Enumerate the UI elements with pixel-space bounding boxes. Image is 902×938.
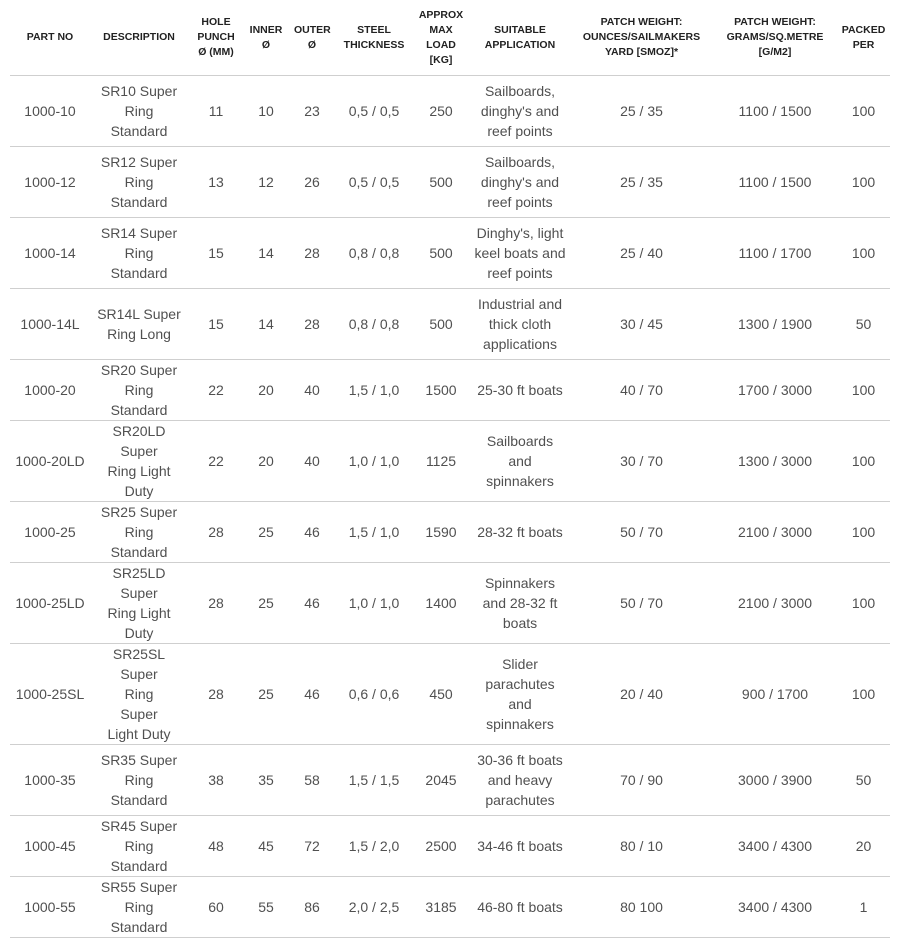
cell-application: Industrial and thick cloth applications <box>470 289 570 360</box>
header-steel-thickness: STEEL THICKNESS <box>336 0 412 76</box>
cell-inner: 14 <box>244 218 288 289</box>
cell-hole-punch: 13 <box>188 147 244 218</box>
cell-patch-weight-g: 1100 / 1500 <box>713 147 837 218</box>
cell-inner: 14 <box>244 289 288 360</box>
cell-part-no: 1000-20 <box>10 360 90 421</box>
cell-steel-thickness: 0,6 / 0,6 <box>336 644 412 745</box>
cell-inner: 25 <box>244 644 288 745</box>
cell-description: SR25 Super Ring Standard <box>90 502 188 563</box>
cell-inner: 20 <box>244 360 288 421</box>
cell-packed-per: 50 <box>837 745 890 816</box>
cell-outer: 46 <box>288 502 336 563</box>
cell-max-load: 500 <box>412 147 470 218</box>
cell-inner: 20 <box>244 421 288 502</box>
cell-max-load: 450 <box>412 644 470 745</box>
cell-patch-weight-g: 1100 / 1700 <box>713 218 837 289</box>
cell-part-no: 1000-35 <box>10 745 90 816</box>
header-outer: OUTER Ø <box>288 0 336 76</box>
cell-outer: 72 <box>288 816 336 877</box>
cell-patch-weight-oz: 25 / 40 <box>570 218 713 289</box>
cell-part-no: 1000-25LD <box>10 563 90 644</box>
cell-outer: 23 <box>288 76 336 147</box>
table-row <box>10 218 890 289</box>
cell-patch-weight-oz: 30 / 45 <box>570 289 713 360</box>
cell-patch-weight-oz: 70 / 90 <box>570 745 713 816</box>
header-application: SUITABLE APPLICATION <box>470 0 570 76</box>
super-ring-spec-table <box>10 0 890 938</box>
cell-packed-per: 100 <box>837 360 890 421</box>
table-row <box>10 745 890 816</box>
cell-patch-weight-oz: 25 / 35 <box>570 147 713 218</box>
cell-outer: 46 <box>288 563 336 644</box>
cell-patch-weight-g: 3400 / 4300 <box>713 816 837 877</box>
cell-patch-weight-g: 2100 / 3000 <box>713 563 837 644</box>
cell-steel-thickness: 1,0 / 1,0 <box>336 563 412 644</box>
cell-patch-weight-g: 2100 / 3000 <box>713 502 837 563</box>
cell-application: 30-36 ft boats and heavy parachutes <box>470 745 570 816</box>
cell-outer: 46 <box>288 644 336 745</box>
table-row <box>10 502 890 563</box>
cell-patch-weight-oz: 40 / 70 <box>570 360 713 421</box>
cell-inner: 25 <box>244 563 288 644</box>
cell-application: Slider parachutes and spinnakers <box>470 644 570 745</box>
cell-description: SR25SL Super Ring Super Light Duty <box>90 644 188 745</box>
cell-part-no: 1000-25 <box>10 502 90 563</box>
header-inner: INNER Ø <box>244 0 288 76</box>
cell-patch-weight-g: 1300 / 3000 <box>713 421 837 502</box>
cell-part-no: 1000-55 <box>10 877 90 938</box>
cell-max-load: 1500 <box>412 360 470 421</box>
cell-hole-punch: 38 <box>188 745 244 816</box>
cell-application: Dinghy's, light keel boats and reef points <box>470 218 570 289</box>
cell-inner: 55 <box>244 877 288 938</box>
table-row <box>10 816 890 877</box>
cell-patch-weight-oz: 30 / 70 <box>570 421 713 502</box>
cell-patch-weight-g: 1100 / 1500 <box>713 76 837 147</box>
cell-application: 28-32 ft boats <box>470 502 570 563</box>
cell-patch-weight-oz: 80 100 <box>570 877 713 938</box>
cell-max-load: 500 <box>412 218 470 289</box>
cell-hole-punch: 22 <box>188 360 244 421</box>
cell-max-load: 500 <box>412 289 470 360</box>
cell-outer: 86 <box>288 877 336 938</box>
header-hole-punch: HOLE PUNCH Ø (MM) <box>188 0 244 76</box>
cell-part-no: 1000-20LD <box>10 421 90 502</box>
cell-steel-thickness: 1,5 / 1,0 <box>336 502 412 563</box>
table-row <box>10 147 890 218</box>
cell-max-load: 1125 <box>412 421 470 502</box>
table-row <box>10 360 890 421</box>
cell-max-load: 1590 <box>412 502 470 563</box>
cell-description: SR25LD Super Ring Light Duty <box>90 563 188 644</box>
cell-patch-weight-oz: 20 / 40 <box>570 644 713 745</box>
cell-hole-punch: 15 <box>188 218 244 289</box>
cell-steel-thickness: 2,0 / 2,5 <box>336 877 412 938</box>
cell-hole-punch: 60 <box>188 877 244 938</box>
header-packed-per: PACKED PER <box>837 0 890 76</box>
cell-description: SR35 Super Ring Standard <box>90 745 188 816</box>
cell-part-no: 1000-14L <box>10 289 90 360</box>
cell-packed-per: 100 <box>837 421 890 502</box>
cell-patch-weight-oz: 25 / 35 <box>570 76 713 147</box>
cell-packed-per: 1 <box>837 877 890 938</box>
cell-part-no: 1000-45 <box>10 816 90 877</box>
cell-description: SR55 Super Ring Standard <box>90 877 188 938</box>
cell-description: SR14L Super Ring Long <box>90 289 188 360</box>
cell-application: 34-46 ft boats <box>470 816 570 877</box>
cell-inner: 35 <box>244 745 288 816</box>
header-row <box>10 0 890 76</box>
cell-part-no: 1000-14 <box>10 218 90 289</box>
cell-application: Spinnakers and 28-32 ft boats <box>470 563 570 644</box>
cell-outer: 40 <box>288 360 336 421</box>
cell-description: SR45 Super Ring Standard <box>90 816 188 877</box>
cell-packed-per: 20 <box>837 816 890 877</box>
cell-patch-weight-oz: 50 / 70 <box>570 502 713 563</box>
cell-hole-punch: 28 <box>188 563 244 644</box>
cell-packed-per: 100 <box>837 644 890 745</box>
cell-description: SR12 Super Ring Standard <box>90 147 188 218</box>
cell-packed-per: 100 <box>837 76 890 147</box>
cell-application: Sailboards, dinghy's and reef points <box>470 76 570 147</box>
cell-hole-punch: 28 <box>188 502 244 563</box>
header-part-no: PART NO <box>10 0 90 76</box>
cell-outer: 26 <box>288 147 336 218</box>
cell-packed-per: 50 <box>837 289 890 360</box>
cell-part-no: 1000-25SL <box>10 644 90 745</box>
header-patch-weight-oz: PATCH WEIGHT: OUNCES/SAILMAKERS YARD [SMOZ]* <box>570 0 713 76</box>
cell-outer: 58 <box>288 745 336 816</box>
table-row <box>10 421 890 502</box>
cell-part-no: 1000-12 <box>10 147 90 218</box>
cell-description: SR10 Super Ring Standard <box>90 76 188 147</box>
table-row <box>10 644 890 745</box>
cell-patch-weight-oz: 80 / 10 <box>570 816 713 877</box>
table-row <box>10 563 890 644</box>
cell-steel-thickness: 1,5 / 1,0 <box>336 360 412 421</box>
cell-max-load: 2500 <box>412 816 470 877</box>
header-patch-weight-g: PATCH WEIGHT: GRAMS/SQ.METRE [G/M2] <box>713 0 837 76</box>
cell-application: 25-30 ft boats <box>470 360 570 421</box>
cell-steel-thickness: 0,5 / 0,5 <box>336 76 412 147</box>
cell-steel-thickness: 0,8 / 0,8 <box>336 289 412 360</box>
cell-packed-per: 100 <box>837 218 890 289</box>
cell-inner: 45 <box>244 816 288 877</box>
cell-part-no: 1000-10 <box>10 76 90 147</box>
cell-application: Sailboards, dinghy's and reef points <box>470 147 570 218</box>
cell-patch-weight-g: 1700 / 3000 <box>713 360 837 421</box>
cell-inner: 12 <box>244 147 288 218</box>
cell-description: SR20 Super Ring Standard <box>90 360 188 421</box>
cell-application: 46-80 ft boats <box>470 877 570 938</box>
cell-hole-punch: 15 <box>188 289 244 360</box>
cell-outer: 40 <box>288 421 336 502</box>
cell-hole-punch: 48 <box>188 816 244 877</box>
header-description: DESCRIPTION <box>90 0 188 76</box>
cell-inner: 10 <box>244 76 288 147</box>
cell-outer: 28 <box>288 218 336 289</box>
cell-inner: 25 <box>244 502 288 563</box>
cell-steel-thickness: 0,8 / 0,8 <box>336 218 412 289</box>
cell-packed-per: 100 <box>837 502 890 563</box>
cell-max-load: 250 <box>412 76 470 147</box>
header-max-load: APPROX MAX LOAD [KG] <box>412 0 470 76</box>
cell-description: SR20LD Super Ring Light Duty <box>90 421 188 502</box>
cell-patch-weight-oz: 50 / 70 <box>570 563 713 644</box>
table-row <box>10 877 890 938</box>
cell-steel-thickness: 1,5 / 1,5 <box>336 745 412 816</box>
cell-patch-weight-g: 3000 / 3900 <box>713 745 837 816</box>
cell-hole-punch: 11 <box>188 76 244 147</box>
cell-packed-per: 100 <box>837 563 890 644</box>
cell-outer: 28 <box>288 289 336 360</box>
cell-description: SR14 Super Ring Standard <box>90 218 188 289</box>
table-row <box>10 289 890 360</box>
cell-hole-punch: 22 <box>188 421 244 502</box>
cell-hole-punch: 28 <box>188 644 244 745</box>
cell-patch-weight-g: 3400 / 4300 <box>713 877 837 938</box>
cell-application: Sailboards and spinnakers <box>470 421 570 502</box>
cell-patch-weight-g: 1300 / 1900 <box>713 289 837 360</box>
cell-steel-thickness: 1,0 / 1,0 <box>336 421 412 502</box>
cell-max-load: 3185 <box>412 877 470 938</box>
cell-patch-weight-g: 900 / 1700 <box>713 644 837 745</box>
cell-steel-thickness: 0,5 / 0,5 <box>336 147 412 218</box>
cell-steel-thickness: 1,5 / 2,0 <box>336 816 412 877</box>
cell-packed-per: 100 <box>837 147 890 218</box>
cell-max-load: 1400 <box>412 563 470 644</box>
cell-max-load: 2045 <box>412 745 470 816</box>
table-row <box>10 76 890 147</box>
